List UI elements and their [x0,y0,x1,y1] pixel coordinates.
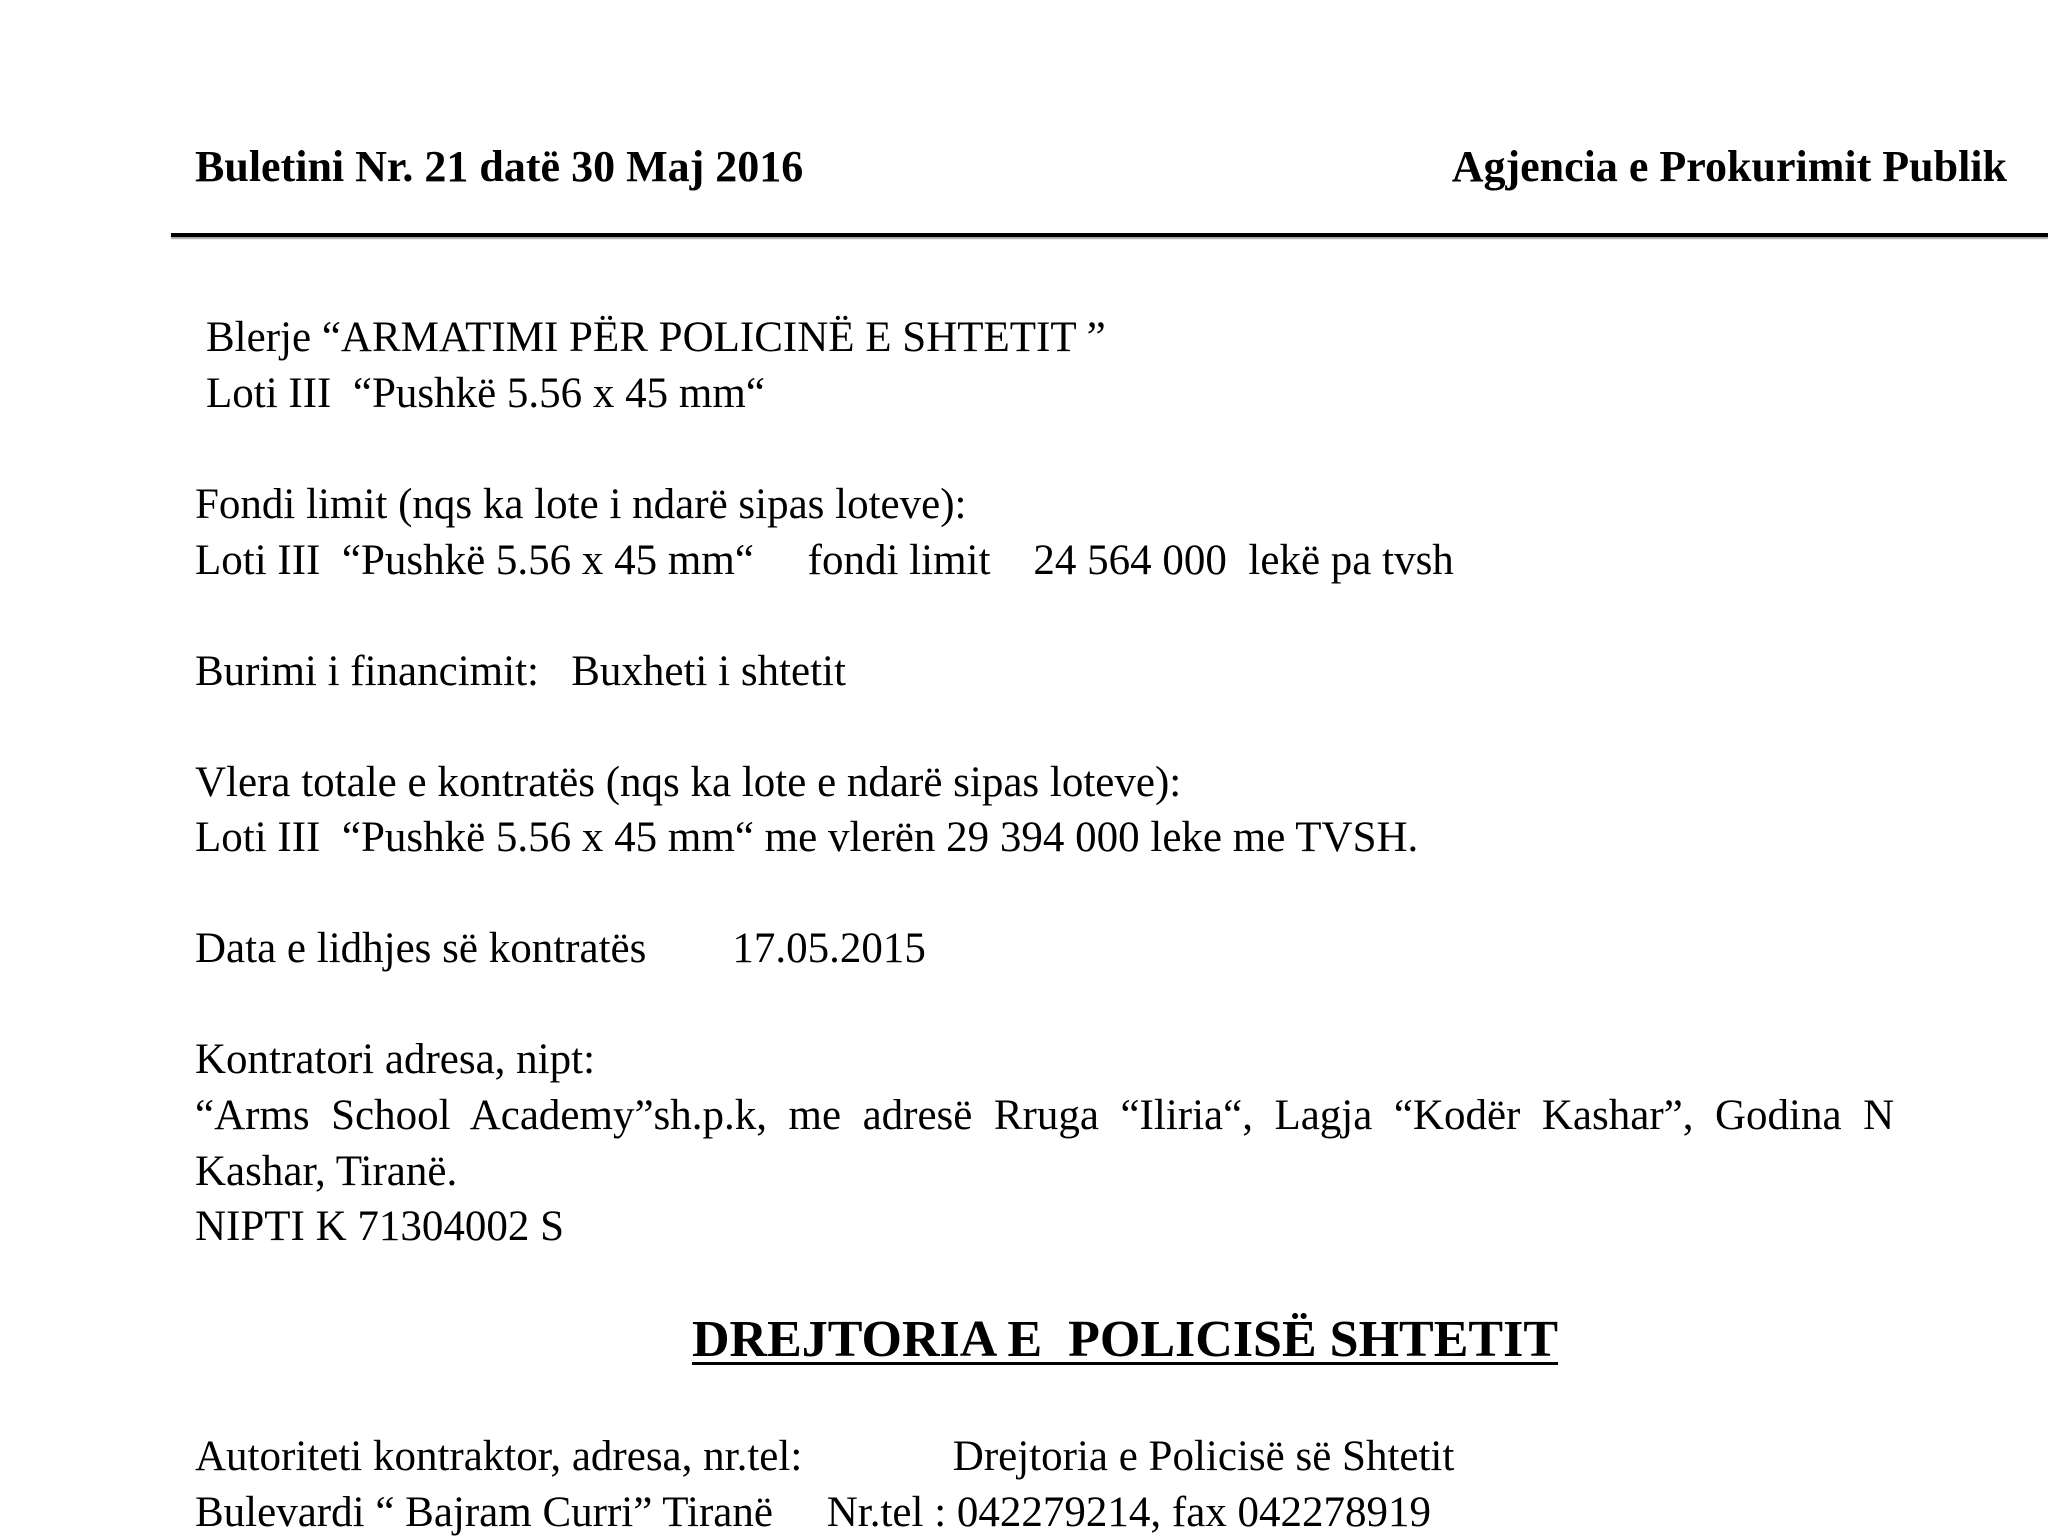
bulletin-header: Buletini Nr. 21 datë 30 Maj 2016 [195,142,804,191]
authority-address-line: Bulevardi “ Bajram Curri” Tiranë Nr.tel : 042279214, fax 042278919 [195,1489,1432,1536]
contract-date-line: Data e lidhjes së kontratës 17.05.2015 [195,925,926,972]
contractor-address-line1: “Arms School Academy”sh.p.k, me adresë Rruga “Iliria“, Lagja “Kodër Kashar”, Godina N [195,1092,1895,1139]
fund-label: Fondi limit (nqs ka lote i ndarë sipas loteve): [195,481,967,528]
contract-value-label: Vlera totale e kontratës (nqs ka lote e ndarë sipas loteve): [195,759,1182,806]
procurement-lot: Loti III “Pushkë 5.56 x 45 mm“ [206,370,765,417]
contractor-address-line2: Kashar, Tiranë. [195,1148,458,1195]
fund-line: Loti III “Pushkë 5.56 x 45 mm“ fondi limit 24 564 000 lekë pa tvsh [195,537,1454,584]
section-heading: DREJTORIA E POLICISË SHTETIT [692,1311,1558,1368]
contractor-label: Kontratori adresa, nipt: [195,1036,596,1083]
header-rule [171,233,2048,237]
procurement-title: Blerje “ARMATIMI PËR POLICINË E SHTETIT ” [206,314,1106,361]
contract-value-line: Loti III “Pushkë 5.56 x 45 mm“ me vlerën 29 394 000 leke me TVSH. [195,814,1419,861]
agency-name: Agjencia e Prokurimit Publik [1451,142,2007,191]
financing-line: Burimi i financimit: Buxheti i shtetit [195,648,846,695]
authority-line: Autoriteti kontraktor, adresa, nr.tel: Drejtoria e Policisë së Shtetit [195,1433,1455,1480]
contractor-nipt: NIPTI K 71304002 S [195,1203,565,1250]
